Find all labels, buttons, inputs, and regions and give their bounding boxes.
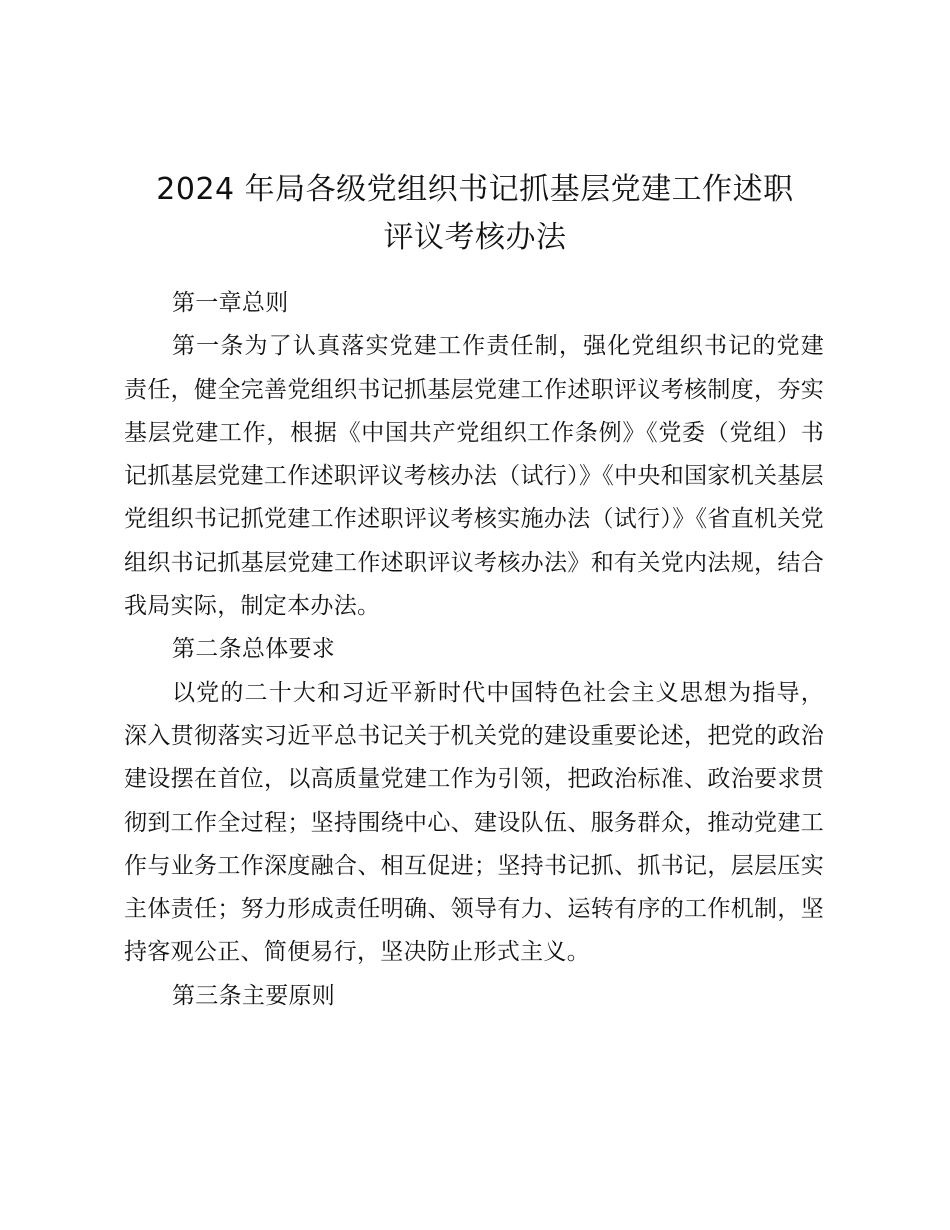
title-line-2: 评议考核办法 [383, 220, 567, 255]
article-2-heading: 第二条总体要求 [172, 636, 336, 663]
chapter-heading-general: 第一章总则 [172, 290, 289, 316]
title-line-1: 2024 年局各级党组织书记抓基层党建工作述职 [156, 172, 794, 207]
article-3-heading: 第三条主要原则 [172, 982, 336, 1009]
document-body [124, 282, 824, 1018]
article-1-paragraph: 第一条为了认真落实党建工作责任制，强化党组织书记的党建责任，健全完善党组织书记抓基层党建工作述职评议考核制度，夯实基层党建工作，根据《中国共产党组织工作条例》《党委（党组）书记抓基层党建工作述职评议考核办法（试行）》《中央和国家机关基层党组织书记抓党建工作述职评议考核实施办法（试行）》《省直机关党组织书记抓基层党建工作述职评议考核办法》和有关党内法规，结合我局实际，制定本办法。 [124, 333, 824, 620]
document-title [110, 166, 840, 262]
general-requirements-paragraph: 以党的二十大和习近平新时代中国特色社会主义思想为指导，深入贯彻落实习近平总书记关于机关党的建设重要论述，把党的政治建设摆在首位，以高质量党建工作为引领，把政治标准、政治要求贯彻到工作全过程；坚持围绕中心、建设队伍、服务群众，推动党建工作与业务工作深度融合、相互促进；坚持书记抓、抓书记，层层压实主体责任；努力形成责任明确、领导有力、运转有序的工作机制，坚持客观公正、简便易行，坚决防止形式主义。 [124, 679, 824, 966]
